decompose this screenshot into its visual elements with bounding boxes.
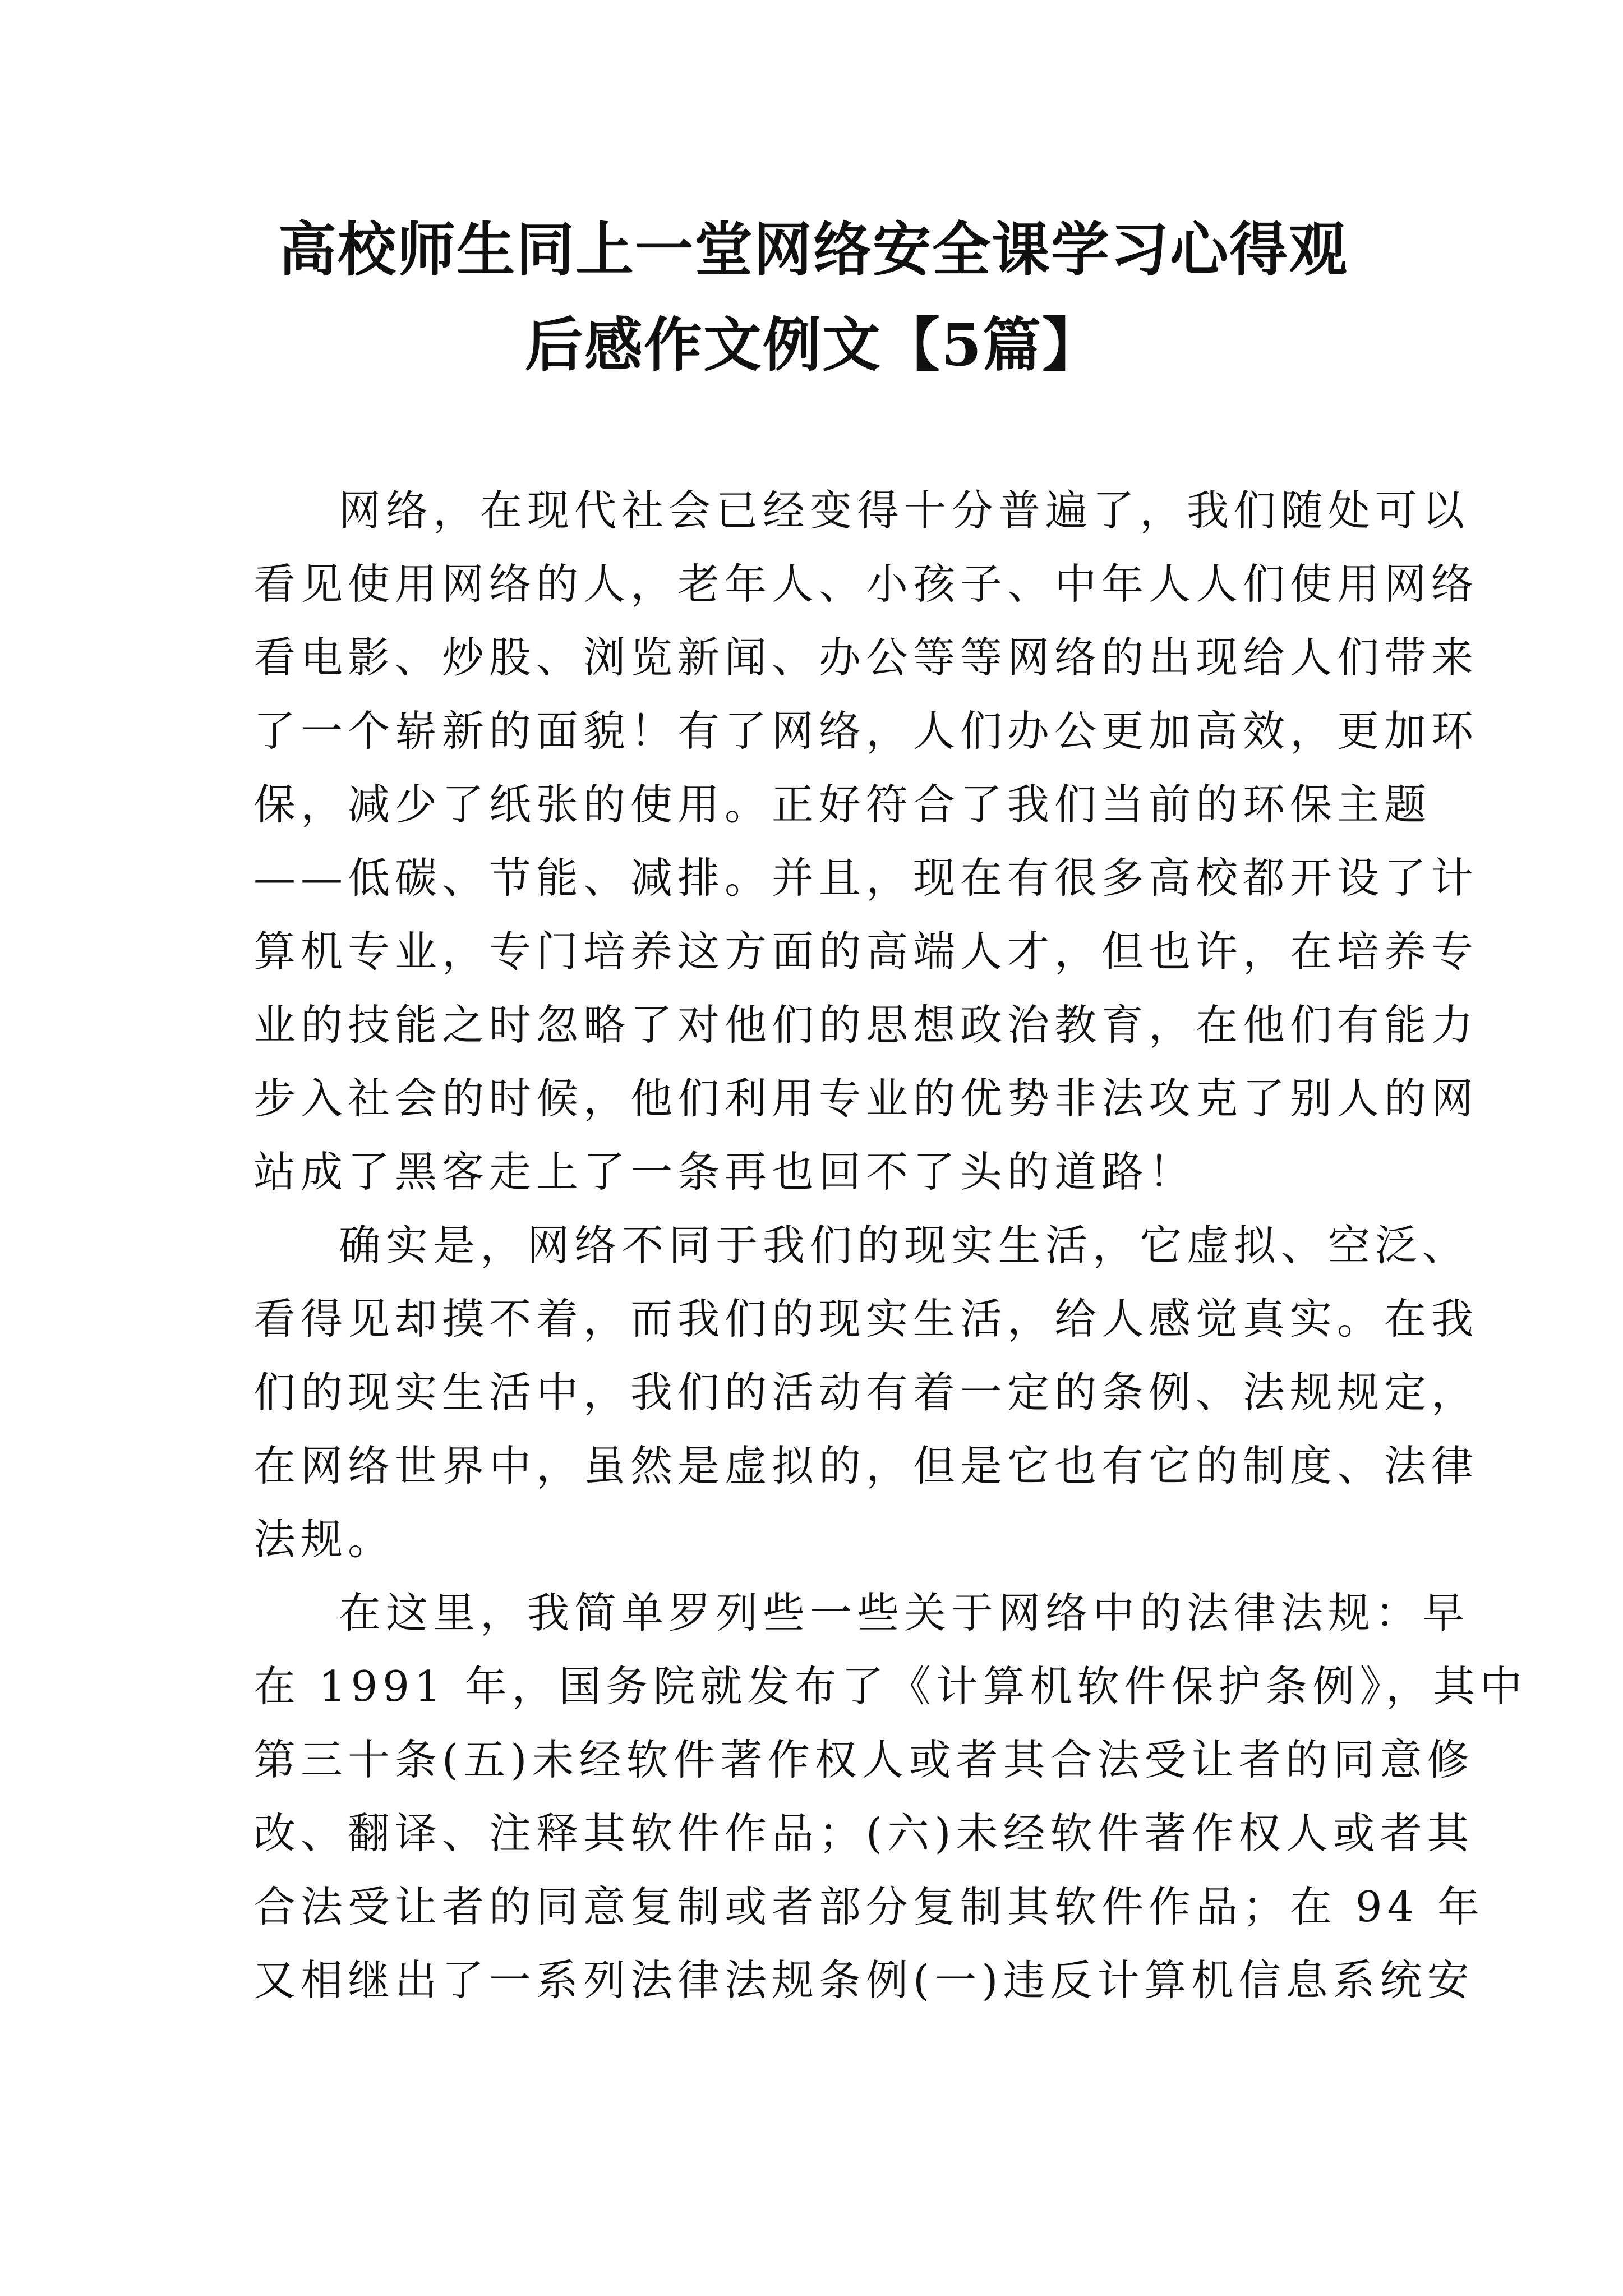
text-line: 在网络世界中，虽然是虚拟的，但是它也有它的制度、法律 — [253, 1441, 1479, 1490]
text-line: 法规。 — [253, 1515, 395, 1564]
text-line: 改、翻译、注释其软件作品；(六)未经软件著作权人或者其 — [253, 1809, 1474, 1858]
text-line: 看见使用网络的人，老年人、小孩子、中年人人们使用网络 — [253, 559, 1479, 609]
text-line: 网络，在现代社会已经变得十分普遍了，我们随处可以 — [339, 486, 1470, 535]
paragraph — [253, 1209, 1479, 1576]
text-line: 第三十条(五)未经软件著作权人或者其合法受让者的同意修 — [253, 1735, 1474, 1784]
text-line: 看得见却摸不着，而我们的现实生活，给人感觉真实。在我 — [253, 1294, 1479, 1343]
text-line: 确实是，网络不同于我们的现实生活，它虚拟、空泛、 — [339, 1221, 1470, 1270]
text-line: 看电影、炒股、浏览新闻、办公等等网络的出现给人们带来 — [253, 633, 1479, 682]
text-line: 算机专业，专门培养这方面的高端人才，但也许，在培养专 — [253, 927, 1479, 976]
text-line: 在 1991 年，国务院就发布了《计算机软件保护条例》，其中 — [253, 1662, 1528, 1711]
paragraph — [253, 474, 1479, 1209]
title-line: 后感作文例文【5篇】 — [524, 310, 1102, 379]
title-line: 高校师生同上一堂网络安全课学习心得观 — [278, 215, 1348, 284]
text-line: 合法受让者的同意复制或者部分复制其软件作品；在 94 年 — [253, 1882, 1485, 1931]
text-line: ——低碳、节能、减排。并且，现在有很多高校都开设了计 — [253, 853, 1479, 903]
document-title — [247, 202, 1380, 393]
text-line: 保，减少了纸张的使用。正好符合了我们当前的环保主题 — [253, 780, 1432, 829]
text-line: 在这里，我简单罗列些一些关于网络中的法律法规：早 — [339, 1588, 1470, 1637]
text-line: 们的现实生活中，我们的活动有着一定的条例、法规规定， — [253, 1368, 1479, 1417]
text-line: 步入社会的时候，他们利用专业的优势非法攻克了别人的网 — [253, 1074, 1479, 1123]
paragraph — [253, 1576, 1528, 2017]
text-line: 了一个崭新的面貌！有了网络，人们办公更加高效，更加环 — [253, 706, 1479, 756]
text-line: 站成了黑客走上了一条再也回不了头的道路！ — [253, 1147, 1196, 1197]
text-line: 又相继出了一系列法律法规条例(一)违反计算机信息系统安 — [253, 1955, 1474, 2005]
document-body — [253, 474, 1528, 2017]
text-line: 业的技能之时忽略了对他们的思想政治教育，在他们有能力 — [253, 1000, 1479, 1050]
